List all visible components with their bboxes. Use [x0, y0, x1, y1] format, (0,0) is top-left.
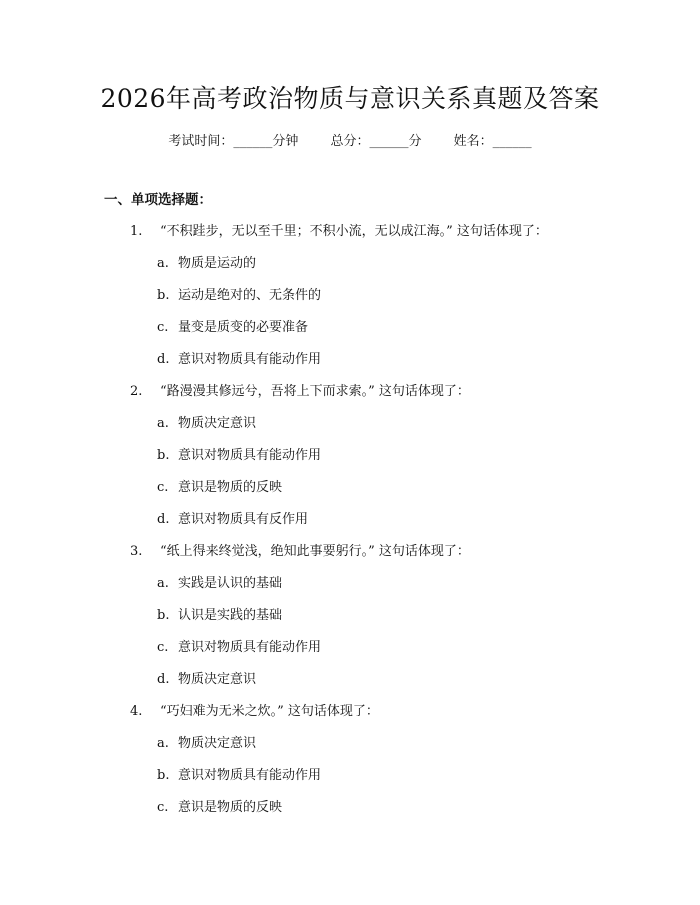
- option-letter: c.: [157, 320, 169, 335]
- option-letter: a.: [157, 416, 169, 431]
- question-text: “巧妇难为无米之炊。” 这句话体现了：: [160, 704, 379, 719]
- answer-option: [157, 350, 321, 370]
- answer-option: [157, 510, 308, 530]
- option-text: 认识是实践的基础: [178, 608, 283, 623]
- option-text: 物质决定意识: [178, 416, 257, 431]
- option-letter: c.: [157, 640, 169, 655]
- student-name-field: 姓名：______: [453, 134, 532, 149]
- option-letter: a.: [157, 576, 169, 591]
- option-letter: c.: [157, 800, 169, 815]
- answer-option: [157, 766, 321, 786]
- exam-meta: [0, 132, 700, 152]
- option-text: 意识是物质的反映: [178, 480, 283, 495]
- option-letter: b.: [157, 448, 170, 463]
- option-text: 意识是物质的反映: [178, 800, 283, 815]
- answer-option: [157, 798, 282, 818]
- option-letter: b.: [157, 768, 170, 783]
- answer-option: [157, 254, 256, 274]
- question-text: “不积跬步，无以至千里；不积小流，无以成江海。” 这句话体现了：: [160, 224, 548, 239]
- answer-option: [157, 734, 256, 754]
- option-text: 物质决定意识: [178, 736, 257, 751]
- question: [130, 542, 470, 562]
- option-letter: b.: [157, 288, 170, 303]
- option-letter: b.: [157, 608, 170, 623]
- option-text: 物质是运动的: [178, 256, 257, 271]
- total-score-field: 总分：______分: [330, 134, 422, 149]
- question: [130, 382, 470, 402]
- option-text: 运动是绝对的、无条件的: [178, 288, 322, 303]
- question-text: “路漫漫其修远兮，吾将上下而求索。” 这句话体现了：: [160, 384, 470, 399]
- option-letter: d.: [157, 512, 170, 527]
- answer-option: [157, 414, 256, 434]
- question-number: 1.: [130, 224, 143, 239]
- option-text: 量变是质变的必要准备: [178, 320, 309, 335]
- option-text: 意识对物质具有反作用: [178, 512, 309, 527]
- option-text: 意识对物质具有能动作用: [178, 768, 322, 783]
- answer-option: [157, 286, 321, 306]
- option-letter: d.: [157, 672, 170, 687]
- section-title: 一、单项选择题：: [104, 192, 212, 208]
- answer-option: [157, 670, 256, 690]
- question: [130, 702, 379, 722]
- option-text: 意识对物质具有能动作用: [178, 448, 322, 463]
- question-text: “纸上得来终觉浅，绝知此事要躬行。” 这句话体现了：: [160, 544, 470, 559]
- answer-option: [157, 446, 321, 466]
- question-number: 2.: [130, 384, 143, 399]
- answer-option: [157, 478, 282, 498]
- exam-time-field: 考试时间：______分钟: [168, 134, 299, 149]
- option-letter: d.: [157, 352, 170, 367]
- option-text: 实践是认识的基础: [178, 576, 283, 591]
- answer-option: [157, 574, 282, 594]
- answer-option: [157, 606, 282, 626]
- option-text: 物质决定意识: [178, 672, 257, 687]
- option-text: 意识对物质具有能动作用: [178, 640, 322, 655]
- question-number: 4.: [130, 704, 143, 719]
- question: [130, 222, 548, 242]
- question-number: 3.: [130, 544, 143, 559]
- answer-option: [157, 318, 308, 338]
- option-text: 意识对物质具有能动作用: [178, 352, 322, 367]
- answer-option: [157, 638, 321, 658]
- option-letter: a.: [157, 736, 169, 751]
- option-letter: c.: [157, 480, 169, 495]
- option-letter: a.: [157, 256, 169, 271]
- page-title: 2026年高考政治物质与意识关系真题及答案: [100, 84, 600, 113]
